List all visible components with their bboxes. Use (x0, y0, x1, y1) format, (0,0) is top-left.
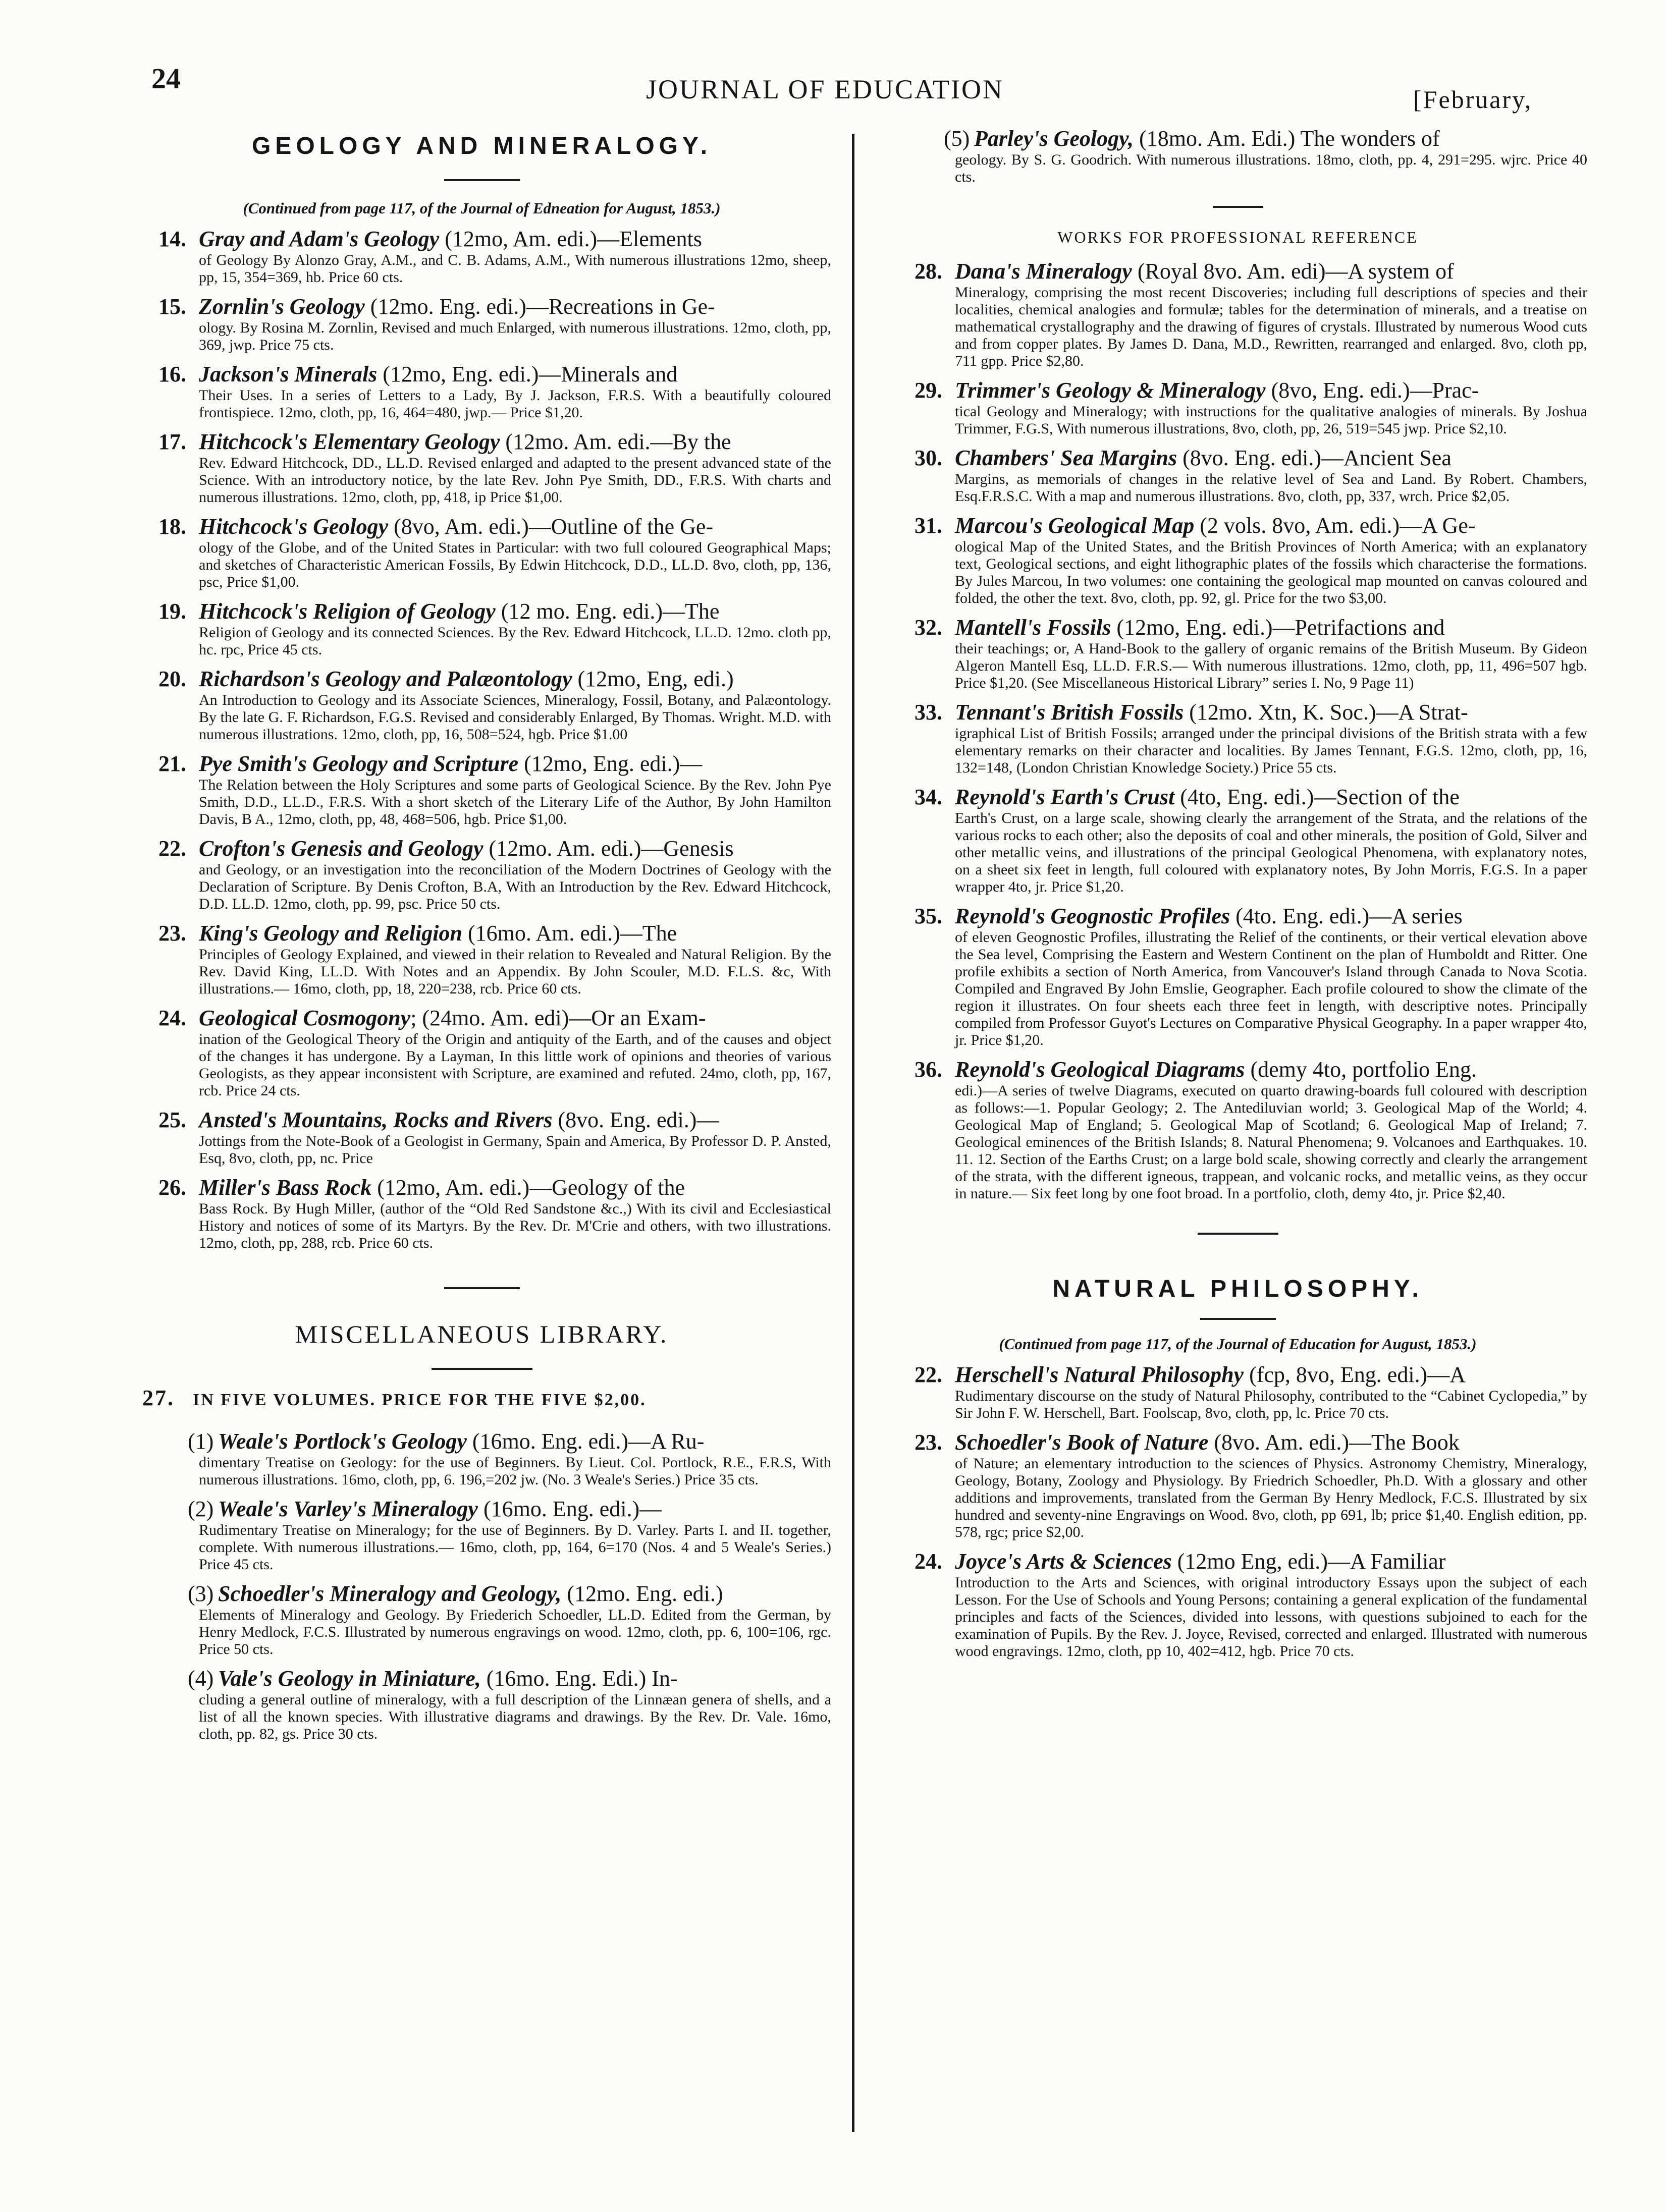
entry-title: Vale's Geology in Miniature, (218, 1666, 481, 1691)
entry-description: of eleven Geognostic Profiles, illustrating the Relief of the continents, or their vertical elevation above the Sea level, Comprising the Eastern and Western Continent on the plan of Humboldt and Ritter. One profile exhibits a section of North America, from Vancouver's Island through Canada to Nova Scotia. Compiled and Engraved By John Emslie, Geographer. Each profile coloured to show the climate of the region it illustrates. On four sheets each three feet in length, with descriptive notes. Principally compiled from Professor Guyot's Lectures on Comparative Physical Geography. In a paper wrapper 4to, jr. Price $1,20. (955, 929, 1587, 1048)
entry-number: 15. (158, 294, 186, 319)
entry-number: 31. (915, 513, 942, 538)
catalog-entry (888, 1549, 1587, 1660)
entry-heading (888, 1549, 1587, 1574)
entry-title: Parley's Geology, (974, 126, 1134, 151)
entry-title: Jackson's Minerals (199, 362, 378, 386)
entry-edition: (8vo, Eng. edi.)—Prac- (1265, 378, 1479, 403)
entry-heading (132, 1429, 831, 1454)
entry-title: Ansted's Mountains, Rocks and Rivers (199, 1108, 553, 1132)
entry-number: 18. (158, 514, 186, 539)
entry-heading (888, 259, 1587, 284)
entry-edition: (12mo, Eng. edi.)—Minerals and (377, 362, 678, 386)
entry-title: Trimmer's Geology & Mineralogy (955, 378, 1266, 403)
entry-edition: (2 vols. 8vo, Am. edi.)—A Ge- (1194, 513, 1476, 538)
entry-title: Richardson's Geology and Palæontology (199, 667, 572, 691)
entry-edition: (12mo. Am. edi.)—Genesis (483, 836, 734, 861)
entry-title: Reynold's Geological Diagrams (955, 1057, 1245, 1082)
entry-edition: (12 mo. Eng. edi.)—The (495, 599, 720, 624)
entry-edition: (12mo. Xtn, K. Soc.)—A Strat- (1184, 700, 1468, 725)
entry-number: 30. (915, 446, 942, 470)
entry-heading (888, 126, 1587, 151)
entry-edition: (12mo. Am. edi.—By the (500, 429, 731, 454)
entry-title: Geological Cosmogony (199, 1006, 411, 1030)
entry-description: Rudimentary discourse on the study of Natural Philosophy, contributed to the “Cabinet Cyclopedia,” by Sir John F. W. Herschell, Bart. Foolscap, 8vo, cloth, pp, lc. Price 70 cts. (955, 1388, 1587, 1421)
entry-description: Earth's Crust, on a large scale, showing clearly the arrangement of the Strata, and the relations of the various rocks to each other; also the deposits of coal and other minerals, the position of Gold, Silver and other metallic veins, and illustrations of the principal Geological Phenomena, with explanatory notes, on a sheet six feet in length, full coloured with explanatory notes, By John Morris, F.G.S. In a paper wrapper 4to, jr. Price $1,20. (955, 810, 1587, 895)
entry-description: Jottings from the Note-Book of a Geologist in Germany, Spain and America, By Professor D. P. Ansted, Esq, 8vo, cloth, pp, nc. Price (199, 1133, 831, 1167)
entry-title: Hitchcock's Elementary Geology (199, 429, 500, 454)
entry-description: and Geology, or an investigation into the reconciliation of the Modern Doctrines of Geology with the Declaration of Scripture. By Denis Crofton, B.A, With an Introduction by the Rev. Edward Hitchcock, D.D. LL.D. 12mo, cloth, pp. 99, psc. Price 50 cts. (199, 861, 831, 912)
catalog-entry (132, 921, 831, 998)
entry-edition: (4to, Eng. edi.)—Section of the (1174, 785, 1460, 809)
entry-number: (1) (188, 1429, 214, 1454)
entry-description: geology. By S. G. Goodrich. With numerous illustrations. 18mo, cloth, pp. 4, 291=295. wjrc. Price 40 cts. (955, 151, 1587, 185)
volumes-text: IN FIVE VOLUMES. PRICE FOR THE FIVE $2,00. (193, 1391, 647, 1409)
geology-section-title: GEOLOGY AND MINERALOGY. (251, 133, 712, 159)
entry-number: 26. (158, 1175, 186, 1200)
entry-description: Religion of Geology and its connected Sciences. By the Rev. Edward Hitchcock, LL.D. 12mo. cloth pp, hc. rpc, Price 45 cts. (199, 624, 831, 658)
entry-number: 29. (915, 378, 942, 403)
entry-edition: (4to. Eng. edi.)—A series (1230, 904, 1463, 928)
catalog-entry (888, 1057, 1587, 1202)
entry-heading (132, 1497, 831, 1522)
entry-description: Principles of Geology Explained, and viewed in their relation to Revealed and Natural Religion. By the Rev. David King, LL.D. With Notes and an Appendix. By John Scouler, M.D. F.L.S. &c, With illustrations.— 16mo, cloth, pp, 18, 220=238, rcb. Price 60 cts. (199, 946, 831, 997)
catalog-entry (888, 700, 1587, 777)
entry-number: 22. (158, 836, 186, 861)
entry-edition: (18mo. Am. Edi.) The wonders of (1134, 126, 1440, 151)
catalog-entry (132, 1497, 831, 1573)
entry-edition: (16mo. Am. edi.)—The (462, 921, 677, 946)
entry-edition: (12mo, Eng. edi.)— (518, 751, 703, 776)
entry-description: cluding a general outline of mineralogy, with a full description of the Linnæan genera of shells, and a list of all the known species. With illustrative diagrams and drawings. By the Rev. Dr. Vale. 16mo, cloth, pp. 82, gs. Price 30 cts. (199, 1691, 831, 1742)
entry-heading (888, 700, 1587, 725)
entry-title: Gray and Adam's Geology (199, 227, 440, 251)
entry-edition: (8vo, Am. edi.)—Outline of the Ge- (388, 514, 714, 539)
entry-number: 20. (158, 667, 186, 691)
entry-edition: (demy 4to, portfolio Eng. (1245, 1057, 1477, 1082)
entry-title: Weale's Portlock's Geology (218, 1429, 467, 1454)
entry-heading (132, 1666, 831, 1691)
entry-heading (132, 1108, 831, 1133)
entry-edition: ; (24mo. Am. edi)—Or an Exam- (410, 1006, 706, 1030)
entry-number: 14. (158, 227, 186, 251)
continued-note: (Continued from page 117, of the Journal of Edneation for August, 1853.) (243, 199, 721, 217)
entry-edition: (12mo Eng, edi.)—A Familiar (1171, 1549, 1446, 1574)
entry-title: Pye Smith's Geology and Scripture (199, 751, 519, 776)
section-rule (444, 1287, 520, 1289)
entry-description: Bass Rock. By Hugh Miller, (author of the “Old Red Sandstone &c.,) With its civil and Ecclesiastical History and notices of some of its Martyrs. By the Rev. Dr. M'Crie and others, with two illustrations. 12mo, cloth, pp, 288, rcb. Price 60 cts. (199, 1200, 831, 1251)
entry-title: Mantell's Fossils (955, 615, 1111, 640)
entry-heading (132, 751, 831, 777)
entry-number: 23. (158, 921, 186, 946)
section-rule (432, 1368, 532, 1370)
entry-description: ological Map of the United States, and the British Provinces of North America; with an explanatory text, Geological sections, and eight lithographic plates of the fossils which characterise the formations. By Jules Marcou, In two volumes: one containing the geological map mounted on canvas coloured and folded, the other the text. 8vo, cloth, pp. 92, gl. Price for the two $3,00. (955, 538, 1587, 606)
left-column (132, 126, 831, 1751)
entry-number: 33. (915, 700, 942, 725)
catalog-entry (888, 446, 1587, 505)
catalog-entry (888, 615, 1587, 692)
catalog-entry (132, 751, 831, 828)
entry-description: of Geology By Alonzo Gray, A.M., and C. B. Adams, A.M., With numerous illustrations 12mo, sheep, pp, 15, 354=369, hb. Price 60 cts. (199, 252, 831, 286)
entry-number: (2) (188, 1497, 214, 1521)
entry-edition: (16mo. Eng. Edi.) In- (480, 1666, 678, 1691)
entry-description: Their Uses. In a series of Letters to a Lady, By J. Jackson, F.R.S. With a beautifully coloured frontispiece. 12mo, cloth, pp, 16, 464=480, jwp.— Price $1,20. (199, 387, 831, 421)
entry-description: ology. By Rosina M. Zornlin, Revised and much Enlarged, with numerous illustrations. 12mo, cloth, pp, 369, jwp. Price 75 cts. (199, 319, 831, 353)
entry-title: Zornlin's Geology (199, 294, 365, 319)
entry-heading (132, 667, 831, 692)
entry-title: Hitchcock's Religion of Geology (199, 599, 496, 624)
catalog-entry (132, 1006, 831, 1099)
entry-edition: (12mo, Eng. edi.)—Petrifactions and (1111, 615, 1445, 640)
catalog-entry (132, 599, 831, 658)
entry-edition: (12mo. Eng. edi.)—Recreations in Ge- (364, 294, 715, 319)
entry-title: King's Geology and Religion (199, 921, 462, 946)
catalog-entry (132, 514, 831, 591)
entry-title: Tennant's British Fossils (955, 700, 1184, 725)
entry-title: Reynold's Geognostic Profiles (955, 904, 1230, 928)
issue-month: [February, (1413, 85, 1533, 114)
entry-number: 23. (915, 1430, 942, 1455)
catalog-entry (888, 126, 1587, 186)
geology-entry-list (132, 227, 831, 1252)
entry-heading (132, 836, 831, 861)
entry-heading (132, 227, 831, 252)
entry-description: of Nature; an elementary introduction to the sciences of Physics. Astronomy Chemistry, Mineralogy, Geology, Botany, Zoology and Physiology. By Friedrich Schoedler, Ph.D. With a glossary and other additions and improvements, translated from the German By Henry Medlock, F.C.S. Illustrated by six hundred and seventy-nine Engravings on Wood. 8vo, cloth, pp 691, lb; price $1,40. English edition, pp. 578, rgc; price $2,00. (955, 1455, 1587, 1540)
entry-edition: (12mo, Eng, edi.) (572, 667, 734, 691)
entry-description: ination of the Geological Theory of the Origin and antiquity of the Earth, and of the causes and object of the changes it has undergone. By a Layman, In this little work of opinions and theories of various Geologists, as they appear inconsistent with Scripture, are examined and refuted. 24mo, cloth, pp, 167, rcb. Price 24 cts. (199, 1031, 831, 1099)
entry-edition: (8vo. Eng. edi.)—Ancient Sea (1177, 446, 1452, 470)
section-rule (1200, 1318, 1276, 1320)
entry-edition: (8vo. Am. edi.)—The Book (1208, 1430, 1460, 1455)
entry-edition: (fcp, 8vo, Eng. edi.)—A (1244, 1362, 1466, 1387)
page-number: 24 (151, 62, 181, 95)
catalog-entry (132, 429, 831, 506)
entry-title: Hitchcock's Geology (199, 514, 389, 539)
entry-title: Reynold's Earth's Crust (955, 785, 1175, 809)
entry-description: ology of the Globe, and of the United States in Particular: with two full coloured Geographical Maps; and sketches of Characteristic American Fossils, By Edwin Hitchcock, D.D., LL.D. 8vo, cloth, pp, 136, psc, Price $1,00. (199, 539, 831, 590)
natural-section-title: NATURAL PHILOSOPHY. (1052, 1276, 1423, 1302)
entry-description: The Relation between the Holy Scriptures and some parts of Geological Science. By the Rev. John Pye Smith, D.D., LL.D., F.R.S. With a short sketch of the Literary Life of the Author, By John Hamilton Davis, B A., 12mo, cloth, pp, 48, 468=506, hgb. Price $1,00. (199, 777, 831, 827)
entry-number: 16. (158, 362, 186, 386)
entry-heading (132, 599, 831, 624)
entry-edition: (Royal 8vo. Am. edi)—A system of (1132, 259, 1454, 284)
entry-heading (888, 785, 1587, 810)
entry-number: 22. (915, 1362, 942, 1387)
entry-title: Herschell's Natural Philosophy (955, 1362, 1244, 1387)
entry-heading (132, 1006, 831, 1031)
entry-description: An Introduction to Geology and its Associate Sciences, Mineralogy, Fossil, Botany, and Palæontology. By the late G. F. Richardson, F.G.S. Revised and considerably Enlarged, By Thomas. Wright. M.D. with numerous illustrations. 12mo, cloth, pp, 16, 508=524, hgb. Price $1.00 (199, 692, 831, 743)
catalog-entry (888, 259, 1587, 370)
entry-heading (888, 446, 1587, 471)
entry-number: 27. (142, 1386, 175, 1410)
catalog-entry (132, 1429, 831, 1488)
catalog-entry (888, 785, 1587, 896)
entry-heading (132, 1581, 831, 1607)
catalog-entry (132, 294, 831, 354)
catalog-entry (132, 1581, 831, 1658)
catalog-entry (888, 378, 1587, 437)
section-rule (444, 179, 520, 181)
entry-number: (4) (188, 1666, 214, 1691)
entry-edition: (12mo, Am. edi.)—Geology of the (371, 1175, 685, 1200)
catalog-entry (888, 1362, 1587, 1422)
entry-number: 25. (158, 1108, 186, 1132)
entry-heading (132, 362, 831, 387)
catalog-entry (132, 836, 831, 913)
entry-description: their teachings; or, A Hand-Book to the gallery of organic remains of the British Museum. By Gideon Algeron Mantell Esq, LL.D. F.R.S.— With numerous illustrations. 12mo, cloth, pp, 11, 496=507 hgb. Price $1,20. (See Miscellaneous Historical Library” series I. No, 9 Page 11) (955, 640, 1587, 691)
entry-heading (888, 1430, 1587, 1455)
catalog-entry (888, 1430, 1587, 1541)
entry-description: Mineralogy, comprising the most recent Discoveries; including full descriptions of species and their localities, chemical analogies and formulæ; tables for the determination of minerals, and a treatise on mathematical crystallography and the drawing of figures of crystals. Illustrated by numerous Wood cuts and from copper plates. By James D. Dana, M.D., Rewritten, rearranged and enlarged. 8vo, cloth pp, 711 gpp. Price $2,80. (955, 284, 1587, 369)
entry-heading (888, 1057, 1587, 1082)
entry-number: 17. (158, 429, 186, 454)
entry-number: 21. (158, 751, 186, 776)
entry-description: Elements of Mineralogy and Geology. By Friederich Schoedler, LL.D. Edited from the German, by Henry Medlock, F.C.S. Illustrated by numerous engravings on wood. 12mo, cloth, pp. 6, 100=106, rgc. Price 50 cts. (199, 1607, 831, 1657)
catalog-entry (132, 1108, 831, 1167)
entry-edition: (12mo. Eng. edi.) (561, 1581, 723, 1606)
entry-description: Rudimentary Treatise on Mineralogy; for the use of Beginners. By D. Varley. Parts I. and II. together, complete. With numerous illustrations.— 16mo, cloth, pp, 164, 6=170 (Nos. 4 and 5 Weale's Series.) Price 45 cts. (199, 1522, 831, 1573)
entry-title: Schoedler's Book of Nature (955, 1430, 1209, 1455)
volumes-line (132, 1385, 831, 1411)
entry-heading (132, 514, 831, 539)
entry-number: (3) (188, 1581, 214, 1606)
entry-number: 19. (158, 599, 186, 624)
entry-number: 35. (915, 904, 942, 928)
entry-heading (888, 904, 1587, 929)
works-entry-list (888, 259, 1587, 1202)
works-section-title: WORKS FOR PROFESSIONAL REFERENCE (1057, 228, 1418, 246)
entry-title: Joyce's Arts & Sciences (955, 1549, 1172, 1574)
catalog-entry (132, 1666, 831, 1743)
section-rule (1213, 206, 1263, 208)
natural-entry-list (888, 1362, 1587, 1660)
entry-title: Miller's Bass Rock (199, 1175, 372, 1200)
entry-heading (132, 921, 831, 946)
catalog-entry (888, 904, 1587, 1049)
entry-title: Weale's Varley's Mineralogy (218, 1497, 478, 1521)
entry-number: 24. (915, 1549, 942, 1574)
entry-description: edi.)—A series of twelve Diagrams, executed on quarto drawing-boards full coloured with description as follows:—1. Popular Geology; 2. The Antediluvian world; 3. Geological Map of the World; 4. Geological Map of England; 5. Geological Map of Scotland; 6. Geological Map of Ireland; 7. Geological eminences of the British Islands; 8. Natural Phenomena; 9. Volcanoes and Earthquakes. 10. 11. 12. Section of the Earths Crust; on a large bold scale, showing correctly and clearly the arrangement of the strata, with the different igneous, trappean, and volcanic rocks, and metallic veins, as they occur in nature.— Six feet long by one foot broad. In a portfolio, cloth, demy 4to, jr. Price $2,40. (955, 1082, 1587, 1202)
entry-description: Introduction to the Arts and Sciences, with original introductory Essays upon the subject of each Lesson. For the Use of Schools and Young Persons; containing a general explication of the fundamental principles and facts of the Sciences, divided into lessons, with questions subjoined to each for the examination of Pupils. By the Rev. J. Joyce, Revised, corrected and enlarged. Illustrated with numerous wood engravings. 12mo, cloth, pp 10, 402=412, hgb. Price 70 cts. (955, 1574, 1587, 1660)
section-rule (1198, 1233, 1278, 1235)
column-divider (852, 134, 854, 2132)
entry-number: (5) (944, 126, 970, 151)
entry-number: 28. (915, 259, 942, 284)
entry-heading (888, 1362, 1587, 1388)
entry-edition: (12mo, Am. edi.)—Elements (439, 227, 702, 251)
entry-title: Schoedler's Mineralogy and Geology, (218, 1581, 562, 1606)
catalog-entry (132, 1175, 831, 1252)
entry-number: 36. (915, 1057, 942, 1082)
entry-edition: (16mo. Eng. edi.)—A Ru- (466, 1429, 705, 1454)
entry-title: Marcou's Geological Map (955, 513, 1195, 538)
entry-description: Rev. Edward Hitchcock, DD., LL.D. Revised enlarged and adapted to the present advanced state of the Science. With an introductory notice, by the late Rev. John Pye Smith, DD., F.R.S. With charts and numerous illustrations. 12mo, cloth, pp, 418, ip Price $1,00. (199, 455, 831, 506)
entry-title: Crofton's Genesis and Geology (199, 836, 483, 861)
entry-heading (132, 294, 831, 319)
entry-number: 34. (915, 785, 942, 809)
right-column (888, 126, 1587, 1668)
entry-number: 24. (158, 1006, 186, 1030)
parley-entry-holder (888, 126, 1587, 186)
misc-section-title: MISCELLANEOUS LIBRARY. (295, 1320, 669, 1348)
entry-heading (132, 1175, 831, 1200)
entry-edition: (16mo. Eng. edi.)— (477, 1497, 662, 1521)
catalog-entry (888, 513, 1587, 607)
entry-description: tical Geology and Mineralogy; with instructions for the qualitative analogies of minerals. By Joshua Trimmer, F.G.S, With numerous illustrations, 8vo, cloth, pp, 26, 519=545 jwp. Price $2,10. (955, 403, 1587, 437)
entry-heading (888, 378, 1587, 403)
catalog-entry (132, 667, 831, 743)
entry-heading (888, 513, 1587, 538)
entry-number: 32. (915, 615, 942, 640)
entry-description: Margins, as memorials of changes in the relative level of Sea and Land. By Robert. Chambers, Esq.F.R.S.C. With a map and numerous illustrations. 8vo, cloth, pp, 337, wrch. Price $2,05. (955, 471, 1587, 505)
entry-title: Dana's Mineralogy (955, 259, 1132, 284)
entry-description: igraphical List of British Fossils; arranged under the principal divisions of the British strata with a few elementary remarks on their character and localities. By James Tennant, F.G.S. 12mo, cloth, pp, 16, 132=148, (London Christian Knowledge Society.) Price 55 cts. (955, 725, 1587, 776)
entry-description: dimentary Treatise on Geology: for the use of Beginners. By Lieut. Col. Portlock, R.E., F.R.S, With numerous illustrations. 16mo, cloth, pp, 6. 196,=202 jw. (No. 3 Weale's Series.) Price 35 cts. (199, 1454, 831, 1488)
entry-edition: (8vo. Eng. edi.)— (552, 1108, 719, 1132)
catalog-entry (132, 227, 831, 286)
entry-title: Chambers' Sea Margins (955, 446, 1177, 470)
misc-entry-list (132, 1429, 831, 1743)
entry-heading (132, 429, 831, 455)
entry-heading (888, 615, 1587, 640)
catalog-entry (132, 362, 831, 421)
running-title: JOURNAL OF EDUCATION (646, 74, 1004, 104)
continued-note: (Continued from page 117, of the Journal of Education for August, 1853.) (999, 1335, 1477, 1353)
